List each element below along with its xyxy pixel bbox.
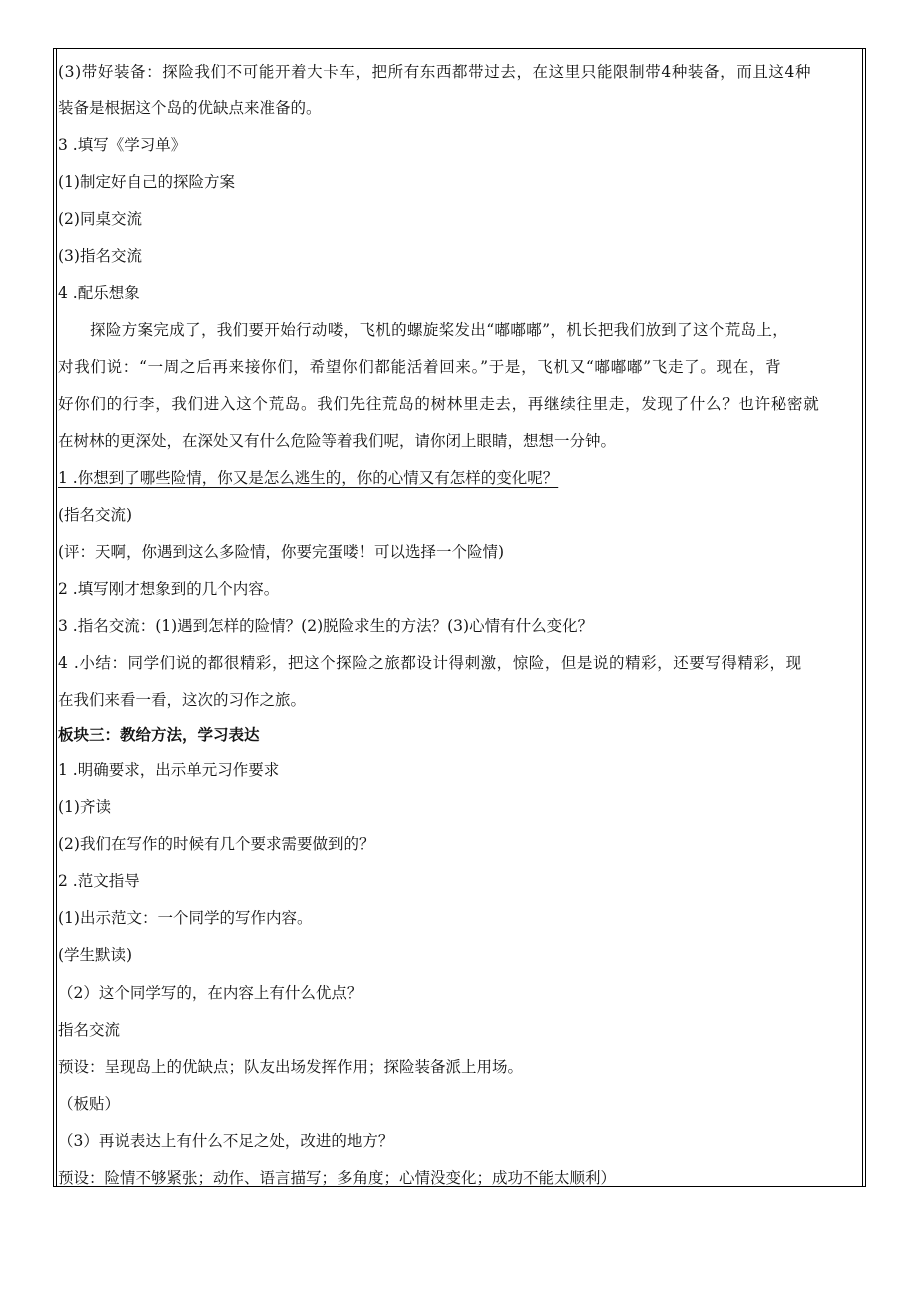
text-line: (指名交流) xyxy=(58,506,133,524)
section-heading: 2 .范文指导 xyxy=(58,872,140,890)
text-line: （板贴） xyxy=(58,1095,121,1113)
section-heading: 3 .填写《学习单》 xyxy=(58,136,187,154)
text-line: （3）再说表达上有什么不足之处，改进的地方？ xyxy=(58,1132,394,1150)
text-line: 预设：险情不够紧张；动作、语言描写；多角度；心情没变化；成功不能太顺利） xyxy=(58,1169,617,1187)
section-heading: 1 .明确要求，出示单元习作要求 xyxy=(58,761,280,779)
table-border-right xyxy=(862,49,863,1186)
block-heading: 板块三：教给方法，学习表达 xyxy=(58,726,260,744)
text-line: (2)同桌交流 xyxy=(58,210,142,228)
text-line: (1)出示范文：一个同学的写作内容。 xyxy=(58,909,313,927)
text-line: (学生默读) xyxy=(58,946,133,964)
paragraph-line: 探险方案完成了，我们要开始行动喽，飞机的螺旋桨发出“嘟嘟嘟”，机长把我们放到了这个荒岛上， xyxy=(90,321,789,339)
text-line: 4 .小结：同学们说的都很精彩，把这个探险之旅都设计得刺激，惊险，但是说的精彩，还要写得精彩，现 xyxy=(58,654,802,672)
text-line: (2)我们在写作的时候有几个要求需要做到的？ xyxy=(58,835,375,853)
text-line: (1)制定好自己的探险方案 xyxy=(58,173,235,191)
text-line: (评：天啊，你遇到这么多险情，你要完蛋喽！可以选择一个险情) xyxy=(58,543,505,561)
paragraph-line: 好你们的行李，我们进入这个荒岛。我们先往荒岛的树林里走去，再继续往里走，发现了什么？也许秘密就 xyxy=(58,395,820,413)
text-line: 在我们来看一看，这次的习作之旅。 xyxy=(58,691,307,709)
question-line: 1 .你想到了哪些险情，你又是怎么逃生的，你的心情又有怎样的变化呢？ xyxy=(58,469,559,487)
table-border-left xyxy=(56,49,57,1186)
text-line: （2）这个同学写的，在内容上有什么优点？ xyxy=(58,984,363,1002)
text-line: (3)带好装备：探险我们不可能开着大卡车，把所有东西都带过去，在这里只能限制带4种装备，而且这4种 xyxy=(58,63,812,81)
text-line: 预设：呈现岛上的优缺点；队友出场发挥作用；探险装备派上用场。 xyxy=(58,1058,524,1076)
text-line: (1)齐读 xyxy=(58,798,111,816)
section-heading: 4 .配乐想象 xyxy=(58,284,140,302)
text-line: 3 .指名交流：(1)遇到怎样的险情？(2)脱险求生的方法？(3)心情有什么变化？ xyxy=(58,617,594,635)
text-line: (3)指名交流 xyxy=(58,247,142,265)
paragraph-line: 在树林的更深处，在深处又有什么危险等着我们呢，请你闭上眼睛，想想一分钟。 xyxy=(58,432,617,450)
text-line: 装备是根据这个岛的优缺点来准备的。 xyxy=(58,99,322,117)
text-line: 指名交流 xyxy=(58,1021,121,1039)
paragraph-line: 对我们说：“一周之后再来接你们，希望你们都能活着回来。”于是，飞机又“嘟嘟嘟”飞走了。现在，背 xyxy=(58,358,782,376)
text-line: 2 .填写刚才想象到的几个内容。 xyxy=(58,580,280,598)
